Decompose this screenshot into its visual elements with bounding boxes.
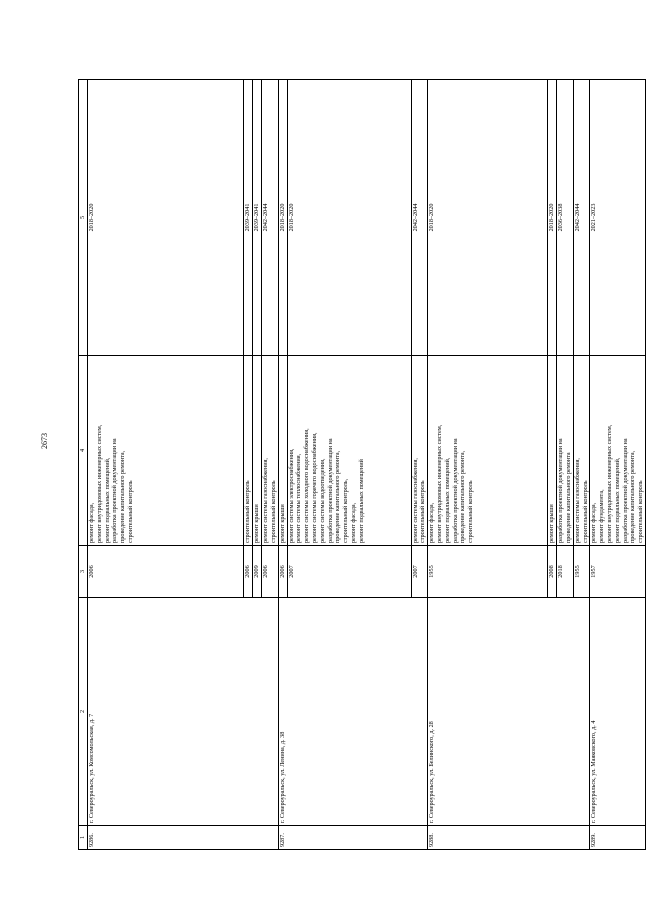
table-row	[88, 80, 244, 850]
address-cell: г. Североуральск, ул. Маяковского, д. 4	[590, 598, 646, 826]
works-cell	[557, 356, 574, 546]
period-cell: 2018–2020	[548, 80, 557, 356]
work-line: ремонт крыши	[253, 504, 260, 543]
work-line: ремонт системы газоснабжения,	[411, 458, 419, 543]
row-number: 9287.	[278, 826, 428, 850]
work-line: разработка проектной документации на	[451, 438, 459, 543]
address-cell: г. Североуральск, ул. Комсомольская, д. 7	[88, 598, 279, 826]
header-cell: 1	[79, 826, 88, 850]
year-cell: 2006	[262, 546, 279, 598]
work-line: ремонт системы холодного водоснабжения,	[303, 428, 311, 543]
year-cell: 2006	[278, 546, 287, 598]
period-cell: 2039–2041	[253, 80, 262, 356]
works-cell	[590, 356, 646, 546]
work-line: ремонт фасада,	[349, 502, 357, 543]
work-line: ремонт системы теплоснабжения,	[295, 453, 303, 543]
works-cell	[88, 356, 244, 546]
period-cell: 2036–2038	[557, 80, 574, 356]
year-cell: 1957	[590, 546, 646, 598]
work-line: строительный контроль	[467, 480, 475, 543]
work-line: строительный контроль	[269, 480, 277, 543]
row-number: 9286.	[88, 826, 279, 850]
work-line: ремонт подвальных помещений,	[103, 457, 111, 543]
header-cell: 5	[79, 80, 88, 356]
work-line: разработка проектной документации на	[111, 438, 119, 543]
header-cell: 2	[79, 598, 88, 826]
header-row	[79, 80, 88, 850]
work-line: ремонт системы водоотведения,	[318, 458, 326, 543]
period-cell: 2021–2023	[590, 80, 646, 356]
year-cell: 1955	[573, 546, 590, 598]
work-line: проведение капитального ремонта	[564, 452, 572, 543]
period-cell: 2039–2041	[244, 80, 253, 356]
row-number: 9288.	[428, 826, 590, 850]
header-cell: 3	[79, 546, 88, 598]
work-line: ремонт системы электроснабжения,	[287, 448, 295, 543]
work-line: ремонт фундамента,	[598, 489, 606, 543]
work-line: ремонт системы горячего водоснабжения,	[310, 432, 318, 543]
repair-schedule-table	[78, 79, 646, 850]
work-line: разработка проектной документации на	[621, 438, 629, 543]
work-line: ремонт внутридомовых инженерных систем,	[95, 424, 103, 543]
work-line: строительный контроль	[244, 480, 251, 543]
work-line: строительный контроль	[419, 480, 427, 543]
works-cell	[287, 356, 411, 546]
address-cell: г. Североуральск, ул. Ленина, д. 38	[278, 598, 428, 826]
work-line: ремонт фасада,	[88, 502, 95, 543]
works-cell	[548, 356, 557, 546]
work-line: разработка проектной документации на	[326, 438, 334, 543]
work-line: разработка проектной документации на	[557, 438, 565, 543]
year-cell: 2018	[557, 546, 574, 598]
works-cell	[253, 356, 262, 546]
year-cell: 2007	[411, 546, 428, 598]
work-line: строительный контроль,	[342, 478, 350, 543]
rotated-page	[78, 80, 645, 850]
year-cell: 2009	[253, 546, 262, 598]
work-line: ремонт фасада,	[428, 502, 436, 543]
work-line: ремонт подвальных помещений	[357, 459, 365, 543]
table-row	[278, 80, 287, 850]
works-cell	[573, 356, 590, 546]
period-cell: 2018–2020	[88, 80, 244, 356]
work-line: проведение капитального ремонта,	[334, 450, 342, 543]
work-line: ремонт крыши	[548, 504, 556, 543]
work-line: строительный контроль	[637, 480, 645, 543]
table-row	[590, 80, 646, 850]
table-row	[428, 80, 548, 850]
page-number: 2673	[40, 433, 49, 449]
work-line: ремонт подвальных помещений,	[613, 457, 621, 543]
year-cell: 2007	[287, 546, 411, 598]
header-cell: 4	[79, 356, 88, 546]
year-cell: 1955	[428, 546, 548, 598]
work-line: строительный контроль	[581, 480, 589, 543]
works-cell	[244, 356, 253, 546]
work-line: ремонт фасада,	[590, 502, 598, 543]
work-line: ремонт крыши	[278, 504, 286, 543]
work-line: проведение капитального ремонта,	[119, 450, 127, 543]
work-line: проведение капитального ремонта,	[629, 450, 637, 543]
year-cell: 2006	[88, 546, 244, 598]
works-cell	[428, 356, 548, 546]
works-cell	[278, 356, 287, 546]
works-cell	[411, 356, 428, 546]
work-line: ремонт подвальных помещений,	[443, 457, 451, 543]
work-line: ремонт внутридомовых инженерных систем,	[605, 424, 613, 543]
period-cell: 2042–2044	[262, 80, 279, 356]
work-line: ремонт системы газоснабжения,	[262, 458, 269, 543]
work-line: строительный контроль	[126, 480, 134, 543]
period-cell: 2042–2044	[573, 80, 590, 356]
period-cell: 2018–2020	[428, 80, 548, 356]
period-cell: 2018–2020	[287, 80, 411, 356]
row-number: 9289.	[590, 826, 646, 850]
work-line: проведение капитального ремонта,	[459, 450, 467, 543]
year-cell: 2008	[548, 546, 557, 598]
address-cell: г. Североуральск, ул. Белинского, д. 28	[428, 598, 590, 826]
work-line: ремонт внутридомовых инженерных систем,	[435, 424, 443, 543]
work-line: ремонт системы газоснабжения,	[573, 458, 581, 543]
works-cell	[262, 356, 279, 546]
year-cell: 2006	[244, 546, 253, 598]
period-cell: 2018–2020	[278, 80, 287, 356]
period-cell: 2042–2044	[411, 80, 428, 356]
